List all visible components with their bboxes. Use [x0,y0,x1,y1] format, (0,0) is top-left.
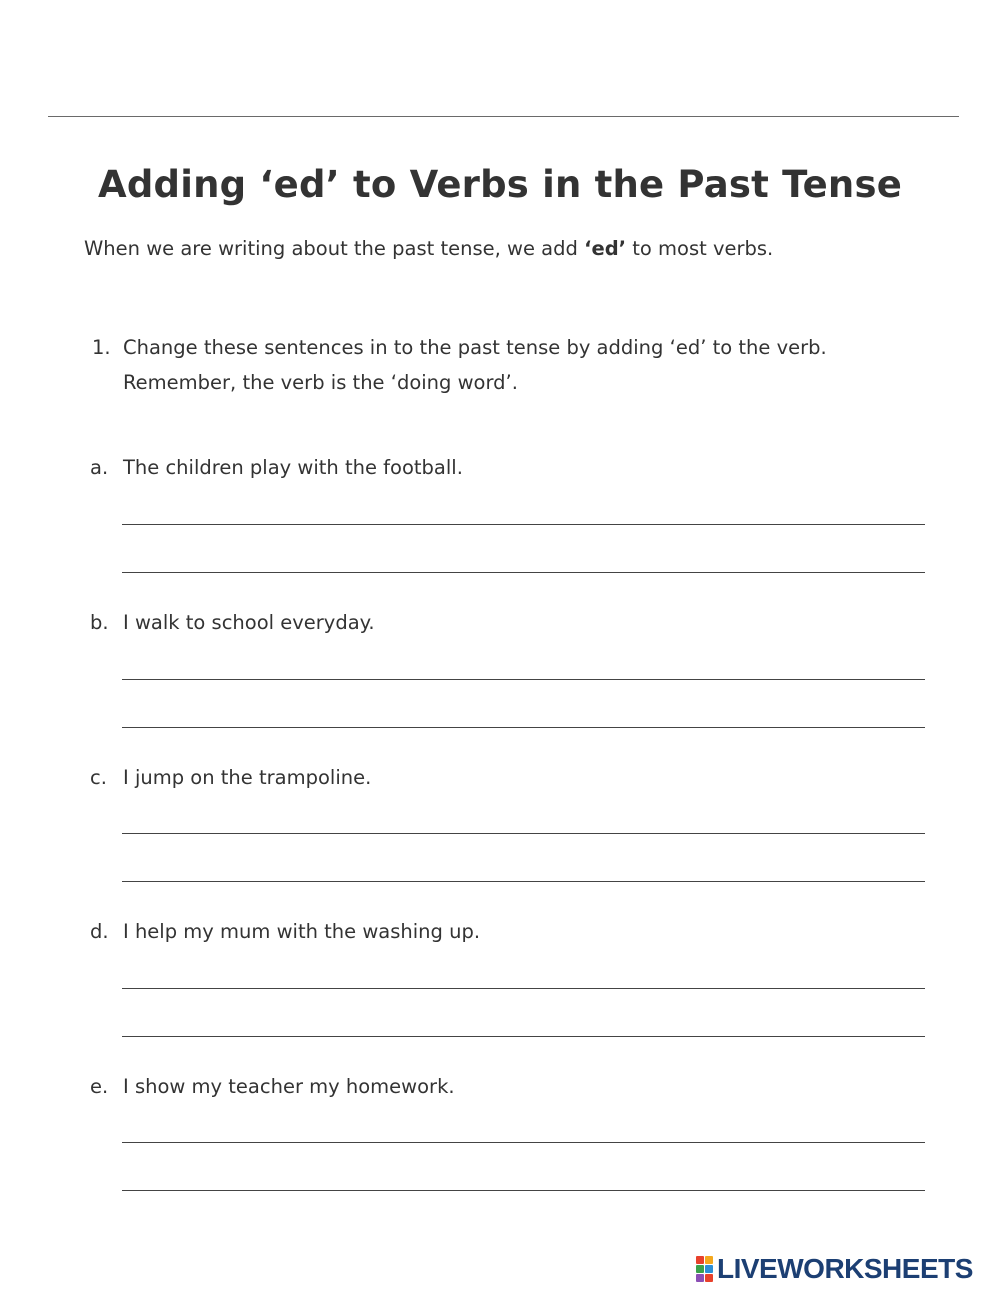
answer-line[interactable] [122,833,925,834]
answer-line[interactable] [122,1036,925,1037]
item-letter: c. [90,766,107,789]
answer-line[interactable] [122,727,925,728]
logo-text: LIVEWORKSHEETS [717,1253,973,1284]
item-letter: d. [90,920,109,943]
worksheet-title: Adding ‘ed’ to Verbs in the Past Tense [98,163,902,206]
question-line-2: Remember, the verb is the ‘doing word’. [123,371,518,394]
item-sentence: I jump on the trampoline. [123,766,372,789]
item-sentence: I show my teacher my homework. [123,1075,455,1098]
answer-line[interactable] [122,1190,925,1191]
question-number: 1. [92,336,111,359]
intro-text [84,237,773,260]
answer-line[interactable] [122,572,925,573]
intro-text-bold: ‘ed’ [584,237,627,260]
intro-text-start: When we are writing about the past tense, we add [84,237,585,260]
item-sentence: I help my mum with the washing up. [123,920,481,943]
answer-line[interactable] [122,524,925,525]
logo-blocks-icon [696,1256,713,1282]
top-divider [48,116,959,117]
answer-line[interactable] [122,1142,925,1143]
answer-line[interactable] [122,881,925,882]
item-letter: b. [90,611,109,634]
liveworksheets-logo [696,1252,973,1286]
item-letter: e. [90,1075,109,1098]
answer-line[interactable] [122,679,925,680]
item-sentence: I walk to school everyday. [123,611,375,634]
item-letter: a. [90,456,109,479]
question-line-1: Change these sentences in to the past tense by adding ‘ed’ to the verb. [123,336,827,359]
question-instructions [123,330,943,400]
item-sentence: The children play with the football. [123,456,463,479]
answer-line[interactable] [122,988,925,989]
intro-text-end: to most verbs. [626,237,774,260]
